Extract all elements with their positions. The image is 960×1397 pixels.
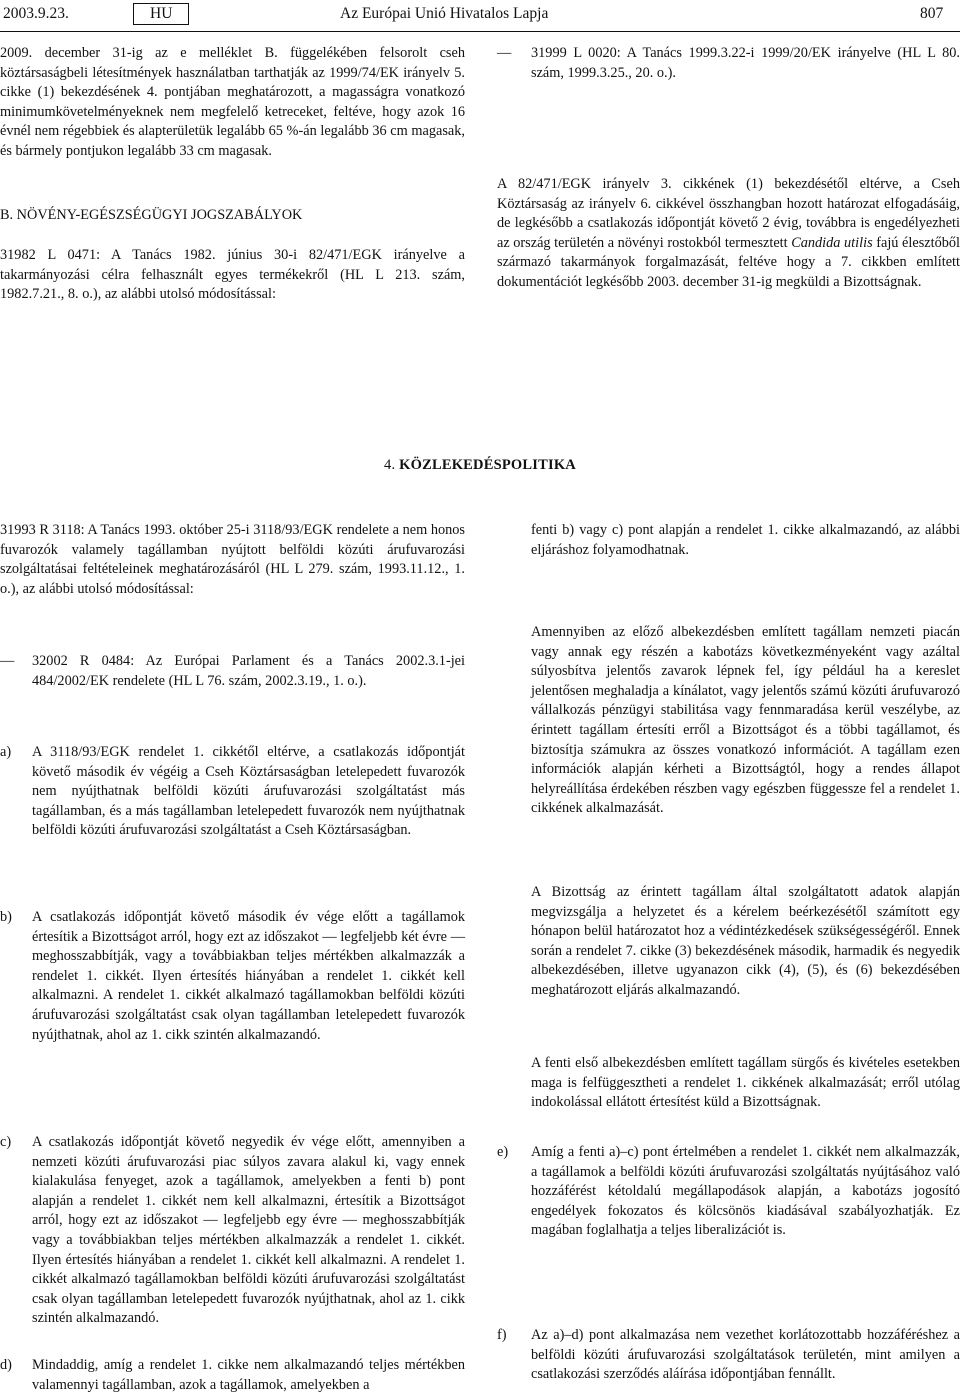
page-number: 807: [920, 5, 944, 22]
regulation-3118-intro: 31993 R 3118: A Tanács 1993. október 25-i 3118/93/EGK rendelete a nem honos fuvarozók valamely tagállamban nyújtott belföldi közúti árufuvarozási szolgáltatásai feltételeinek meghatározásáról (HL L 279. szám, 1993.11.12., 1. o.), az alábbi utolsó módosítással:: [0, 522, 465, 597]
list-item-label: d): [0, 1357, 12, 1373]
section-4-heading: [0, 457, 960, 474]
em-dash-marker: —: [497, 45, 512, 61]
list-item-label: f): [497, 1327, 507, 1343]
list-item-c: [0, 1133, 465, 1329]
left-top-paragraph: 2009. december 31-ig az e melléklet B. függelékében felsorolt cseh köztársaságbeli létesítmények használatban tarthatják az 1999/74/EK irányelv 5. cikke (1) bekezdésének 4. pontjában meghatározott, a magasságra vonatkozó minimumkövetelményeknek nem megfelelő ketreceket, feltéve, hogy azok 16 évnél nem régebbiek és alapterületük legalább 65 %-án legalább 36 cm magasak, és bármely pontjukon legalább 33 cm magasak.: [0, 45, 465, 159]
regulation-amendment-dash-item: [0, 652, 465, 691]
commission-decision-paragraph: A Bizottság az érintett tagállam által szolgáltatott adatok alapján megvizsgálja a helyzetet és a kérelem beérkezésétől számított egy hónapon belül határozatot hoz a védintézkedések szükségességéről. Ennek során a rendelet 7. cikke (3) bekezdésének második, harmadik és negyedik albekezdésében, illetve ugyanazon cikk (4), (5), és (6) bekezdésében meghatározott eljárás alkalmazandó.: [531, 884, 960, 998]
list-item-text: Mindaddig, amíg a rendelet 1. cikke nem alkalmazandó teljes mértékben valamennyi tagállamban, azok a tagállamok, amelyekben a: [32, 1357, 465, 1393]
list-item-label: c): [0, 1134, 12, 1150]
list-item-text: A csatlakozás időpontját követő második év vége előtt a tagállamok értesítik a Bizottságot arról, hogy ezt az időszakot — legfeljebb két évre — meghosszabbítják, vagy a továbbiakban teljes mértékben alkalmazzák a rendelet 1. cikkét. Ilyen értesítés hiányában a rendelet 1. cikkét kell alkalmazni. A rendelet 1. cikkét alkalmazó tagállamokban belföldi közúti árufuvarozási szolgáltatást csak olyan tagállamban letelepedett fuvarozók nyújthatnak, ahol az 1. cikk szintén alkalmazandó.: [32, 909, 465, 1043]
candida-italic-term: Candida utilis: [791, 234, 873, 251]
header-rule: [0, 31, 960, 32]
journal-title: Az Európai Unió Hivatalos Lapja: [340, 5, 549, 22]
directive-82-471-paragraph: 31982 L 0471: A Tanács 1982. június 30-i 82/471/EGK irányelve a takarmányozási célra felhasznált egyes termékekről (HL L 213. szám, 1982.7.21., 8. o.), az alábbi utolsó módosítással:: [0, 247, 465, 303]
market-disturbance-paragraph: Amennyiben az előző albekezdésben említett tagállam nemzeti piacán vagy annak egy részén a kabotázs következményeként vagy azáltal súlyosbítva jelentős zavarok lépnek fel, így például ha a kereslet jelentősen meghaladja a kínálatot, vagy jelentős számú közúti árufuvarozó vállalkozás pénzügyi stabilitása vagy fennmaradása kerül veszélybe, az érintett tagállam értesíti erről a Bizottságot és a többi tagállamot, és biztosítja számukra az összes vonatkozó információt. A tagállam ezen információk alapján kérheti a Bizottságtól, hogy a rendes állapot helyreállítása érdekében részben vagy egészben függessze fel a rendelet 1. cikkének alkalmazását.: [531, 624, 960, 817]
amendment-text: 31999 L 0020: A Tanács 1999.3.22-i 1999/20/EK irányelve (HL L 80. szám, 1999.3.25., 20. o.).: [531, 45, 960, 81]
list-item-label: a): [0, 744, 12, 760]
list-item-text: A csatlakozás időpontját követő negyedik év vége előtt, amennyiben a nemzeti közúti árufuvarozási piac súlyos zavara alakul ki, vagy ennek kialakulása fenyeget, azok a tagállamok, amelyekben a fenti b) pont alapján a rendelet 1. cikkét nem kell alkalmazni, értesítik a Bizottságot arról, hogy ezt az időszakot — legfeljebb egy évre — meghosszabbítják vagy a továbbiakban teljes mértékben alkalmazzák a rendelet 1. cikkét. Ilyen értesítés hiányában a rendelet 1. cikkét kell alkalmazni. A rendelet 1. cikkét alkalmazó tagállamokban belföldi közúti árufuvarozási szolgáltatást csak olyan tagállamban letelepedett fuvarozók nyújthatnak, ahol az 1. cikk szintén alkalmazandó.: [32, 1134, 465, 1327]
list-item-a: [0, 743, 465, 841]
list-item-text: Az a)–d) pont alkalmazása nem vezethet korlátozottabb hozzáféréshez a belföldi közúti árufuvarozási szolgáltatások területén, mint amilyen a csatlakozási szerződés aláírása időpontjában fennállt.: [531, 1327, 960, 1383]
list-item-d: [0, 1356, 465, 1395]
list-item-text: A 3118/93/EGK rendelet 1. cikkétől eltérve, a csatlakozás időpontját követő második év végéig a Cseh Köztársaságban letelepedett fuvarozók nem nyújthatnak belföldi közúti árufuvarozási szolgáltatást más tagállamban, és a más tagállamban letelepedett fuvarozók nem nyújthatnak belföldi közúti árufuvarozási szolgáltatást a Cseh Köztársaságban.: [32, 744, 465, 839]
procedure-paragraph: fenti b) vagy c) pont alapján a rendelet 1. cikke alkalmazandó, az alábbi eljáráshoz folyamodhatnak.: [531, 522, 960, 558]
amendment-dash-item: [497, 44, 960, 83]
candida-derogation-paragraph: [497, 175, 960, 293]
list-item-e: [497, 1143, 960, 1241]
regulation-amendment-text: 32002 R 0484: Az Európai Parlament és a Tanács 2002.3.1-jei 484/2002/EK rendelete (HL L 76. szám, 2002.3.19., 1. o.).: [32, 653, 465, 689]
candida-text-before: A 82/471/EGK irányelv 3. cikkének (1) bekezdésétől eltérve, a Cseh Köztársaság az irányelv 6. cikkével összhangban hozott határozat elfogadásáig, de legkésőbb a csatlakozás időpontját követő 2 évig, továbbra is engedélyezheti az ország területén a növényi rostokból termesztett: [497, 176, 960, 251]
urgent-suspension-paragraph: A fenti első albekezdésben említett tagállam sürgős és kivételes esetekben maga is felfüggesztheti a rendelet 1. cikkének alkalmazását; erről utólag indokolással ellátott értesítést küld a Bizottságnak.: [531, 1055, 960, 1111]
language-code-box: HU: [133, 3, 189, 25]
list-item-text: Amíg a fenti a)–c) pont értelmében a rendelet 1. cikkét nem alkalmazzák, a tagállamok a belföldi közúti árufuvarozási szolgáltatás nyújtásához való hozzáférést kétoldalú megállapodások alapján, a kabotázs jogosító engedélyek fokozatos és kölcsönös kiadásával szabályozhatják. Ez magában foglalhatja a teljes liberalizációt is.: [531, 1144, 960, 1239]
list-item-label: b): [0, 909, 12, 925]
list-item-label: e): [497, 1144, 509, 1160]
header-date: 2003.9.23.: [3, 5, 69, 22]
list-item-b: [0, 908, 465, 1045]
section-4-number: 4.: [384, 457, 396, 473]
list-item-f: [497, 1326, 960, 1385]
em-dash-marker: —: [0, 653, 15, 669]
section-4-title: KÖZLEKEDÉSPOLITIKA: [399, 457, 576, 473]
candida-text-after: fajú élesztőből származó takarmányok forgalmazását, feltéve hogy a 7. cikkben említett dokumentációt legkésőbb 2003. december 31-ig megküldi a Bizottságnak.: [497, 234, 960, 290]
section-b-heading: B. NÖVÉNY-EGÉSZSÉGÜGYI JOGSZABÁLYOK: [0, 207, 303, 223]
